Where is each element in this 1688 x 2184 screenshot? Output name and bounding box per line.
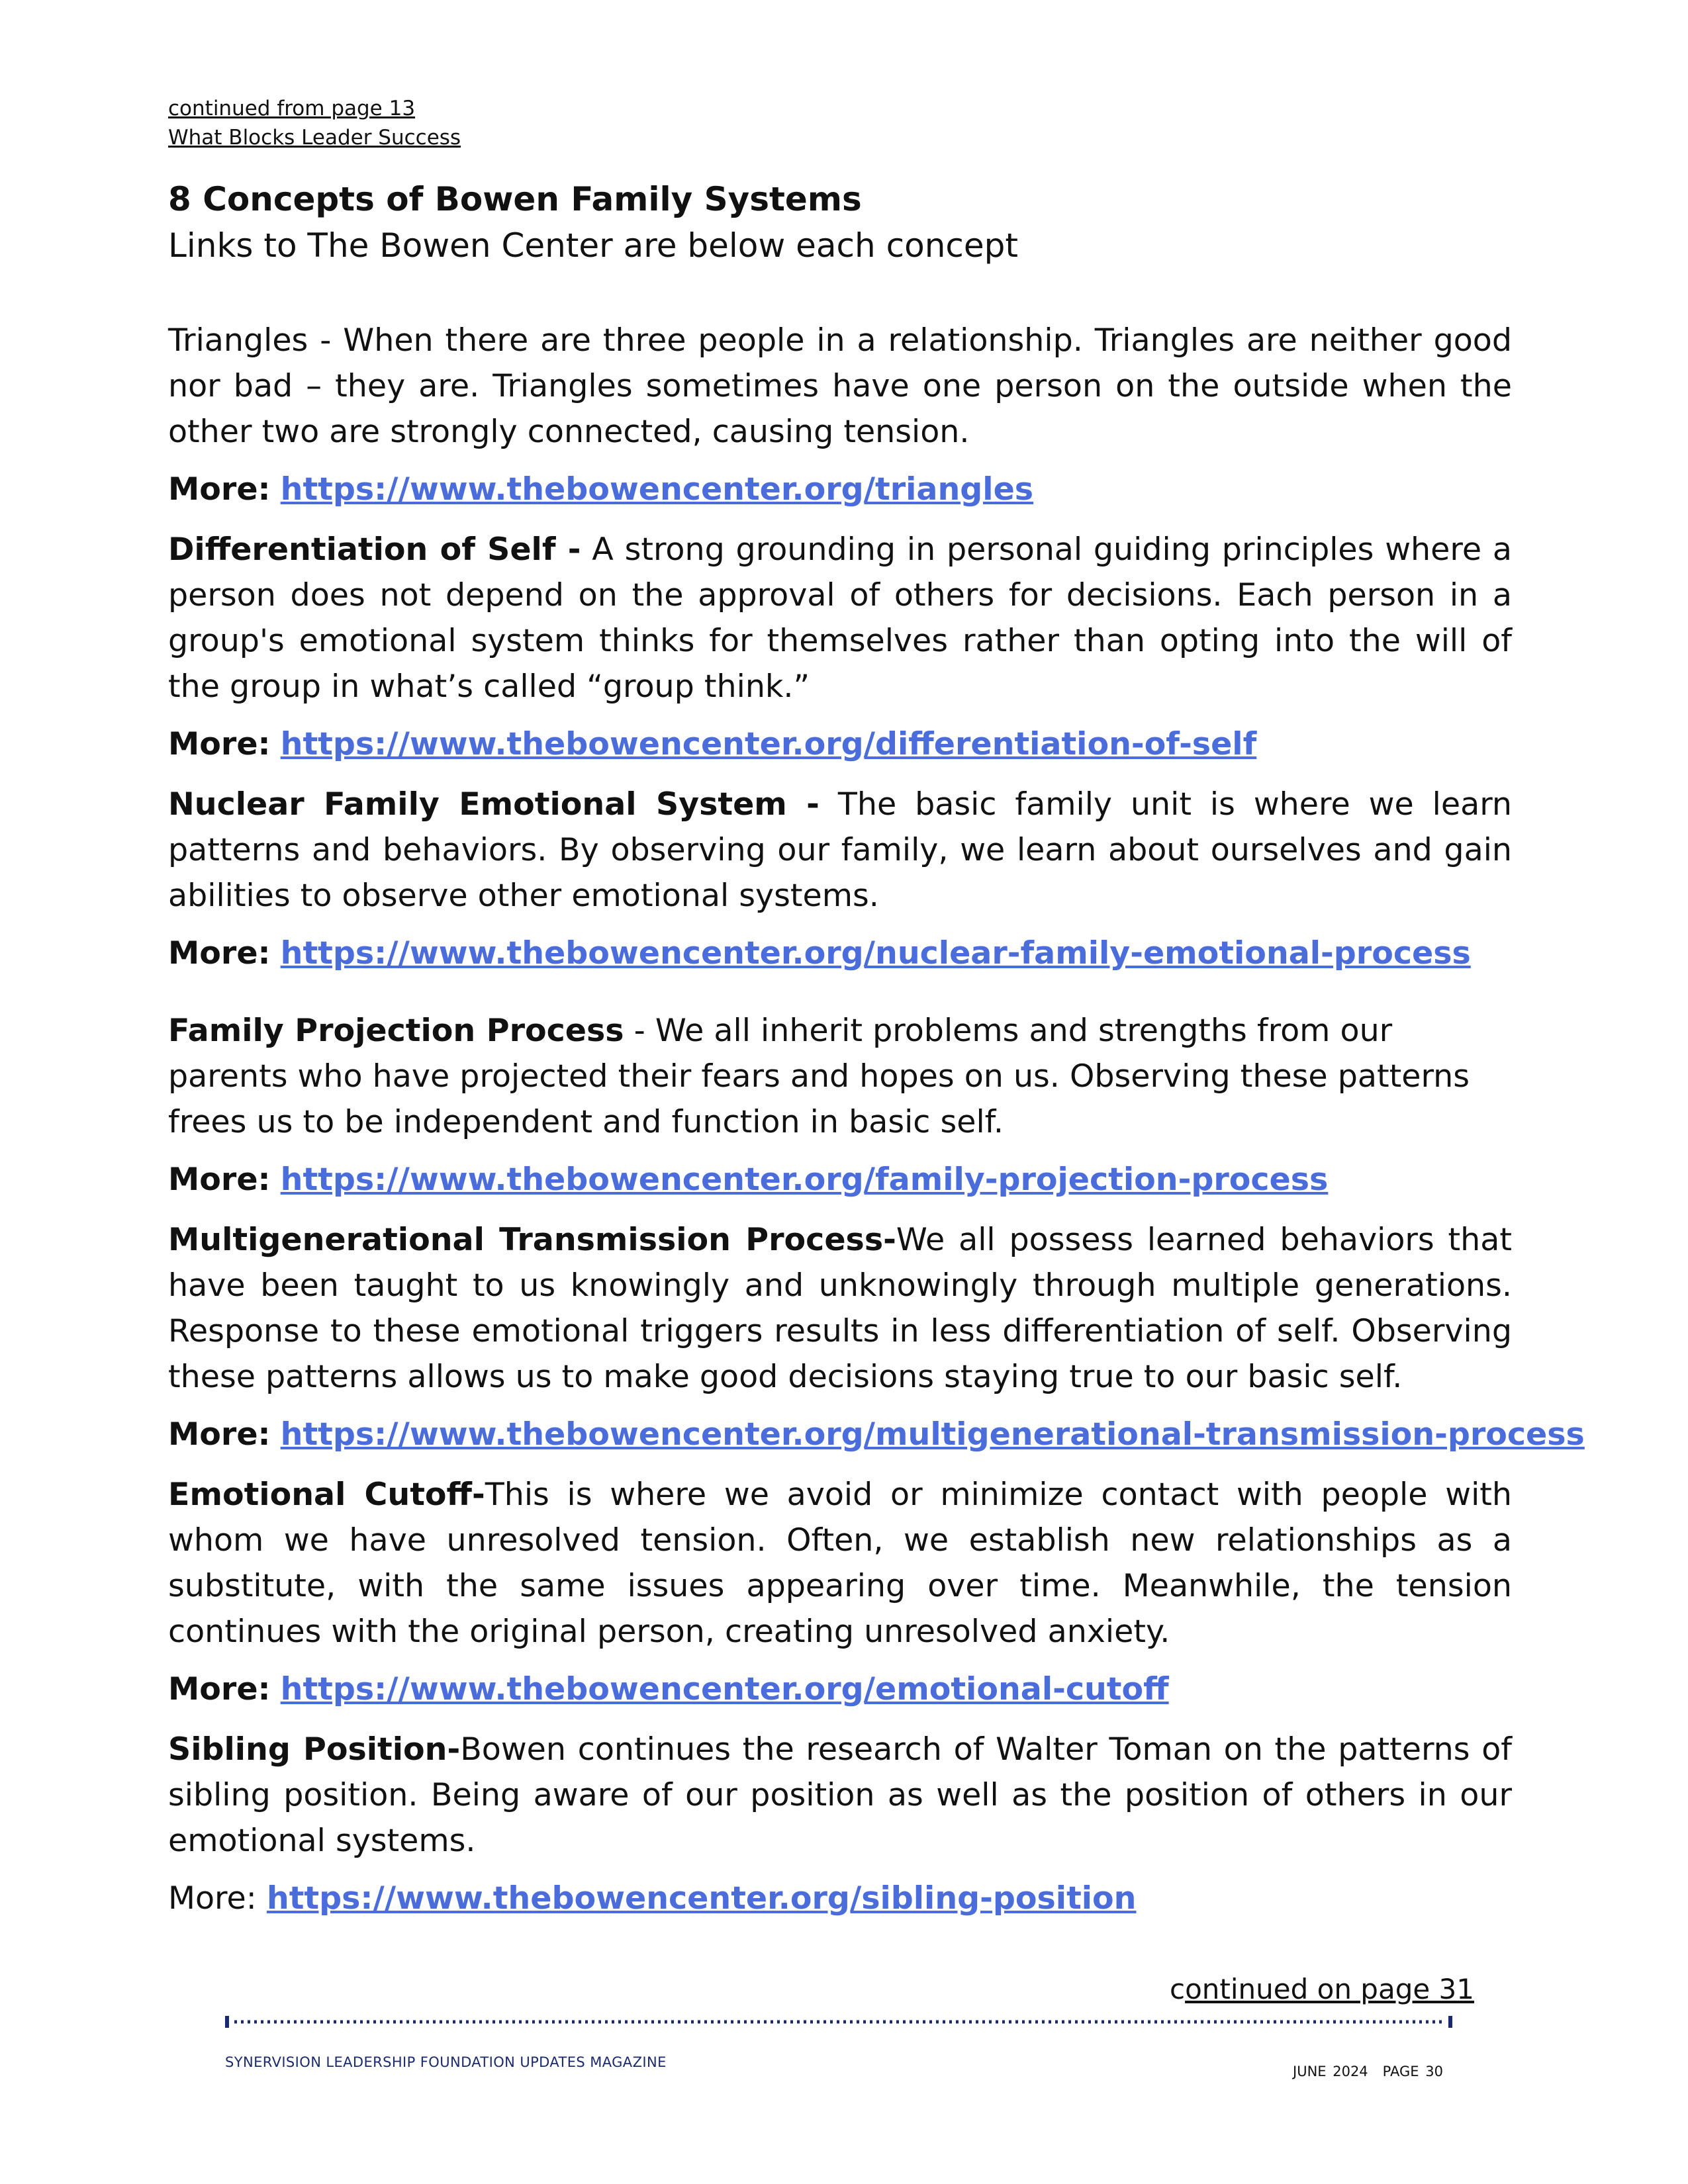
more-label: More:: [168, 726, 271, 762]
more-label: More:: [168, 471, 271, 508]
more-label: More:: [168, 1880, 257, 1917]
concept-text: Bowen continues the research of Walter Toman on the patterns of sibling position. Being aware of our position as well as the position of others in our emotional systems.: [168, 1731, 1512, 1859]
more-label: More:: [168, 935, 271, 972]
concept-link[interactable]: https://www.thebowencenter.org/multigenerational-transmission-process: [280, 1416, 1585, 1453]
continued-from-link[interactable]: continued from page 13: [168, 97, 416, 120]
concept-text: This is where we avoid or minimize contact with people with whom we have unresolved tension. Often, we establish new relationships as a substitute, with the same issues appearing over time. Meanwhile, the tension continues with the original person, creating unresolved anxiety.: [168, 1477, 1512, 1650]
concept-link[interactable]: https://www.thebowencenter.org/nuclear-family-emotional-process: [280, 935, 1471, 972]
footer-magazine-name: SYNERVISION LEADERSHIP FOUNDATION UPDATES MAGAZINE: [225, 2054, 667, 2070]
continued-on-first-letter: c: [1170, 1973, 1186, 2005]
more-label: More:: [168, 1416, 271, 1453]
section-title: 8 Concepts of Bowen Family Systems: [168, 180, 862, 218]
continued-on-note[interactable]: [1170, 1971, 1474, 2008]
more-line: [168, 1157, 1512, 1203]
concept-term: Emotional Cutoff-: [168, 1477, 485, 1513]
more-line: [168, 467, 1512, 512]
concept-link[interactable]: https://www.thebowencenter.org/sibling-position: [266, 1880, 1137, 1917]
continuation-note: [168, 94, 461, 152]
footer-page-number: PAGE 30: [1382, 2064, 1443, 2079]
paragraph-spacer: [168, 991, 1512, 1008]
more-line: [168, 1666, 1512, 1712]
concept-paragraph: [168, 1472, 1512, 1655]
more-line: [168, 1412, 1585, 1457]
concept-term: Sibling Position-: [168, 1731, 461, 1768]
concept-text: We all possess learned behaviors that have been taught to us knowingly and unknowingly through multiple generations. Response to these emotional triggers results in less differentiation of self. Observing these patterns allows us to make good decisions staying true to our basic self.: [168, 1222, 1513, 1395]
concept-link[interactable]: https://www.thebowencenter.org/emotional-cutoff: [280, 1671, 1169, 1707]
concept-paragraph: [168, 1217, 1512, 1400]
concepts-list: [168, 318, 1585, 1936]
concept-link[interactable]: https://www.thebowencenter.org/family-projection-process: [280, 1161, 1329, 1198]
concept-link[interactable]: https://www.thebowencenter.org/differentiation-of-self: [280, 726, 1257, 762]
concept-text: Triangles - When there are three people in a relationship. Triangles are neither good nor bad – they are. Triangles sometimes have one person on the outside when the other two are strongly connected, causing tension.: [168, 322, 1512, 450]
section-subtitle: Links to The Bowen Center are below each concept: [168, 226, 1018, 265]
concept-text: - We all inherit problems and strengths from our parents who have projected their fears and hopes on us. Observing these patterns frees us to be independent and function in basic self.: [168, 1013, 1470, 1140]
dotted-divider: [225, 2015, 1452, 2029]
concept-paragraph: [168, 318, 1512, 455]
concept-term: Multigenerational Transmission Process-: [168, 1222, 896, 1258]
more-label: More:: [168, 1161, 271, 1198]
concept-term: Nuclear Family Emotional System -: [168, 786, 820, 823]
concept-paragraph: [168, 1727, 1512, 1864]
more-line: [168, 931, 1512, 976]
article-title-link[interactable]: What Blocks Leader Success: [168, 126, 461, 150]
concept-term: Differentiation of Self -: [168, 531, 581, 568]
continued-on-link[interactable]: ontinued on page 31: [1185, 1973, 1474, 2005]
concept-text: The basic family unit is where we learn patterns and behaviors. By observing our family, we learn about ourselves and gain abilities to observe other emotional systems.: [168, 786, 1512, 914]
concept-paragraph: [168, 1008, 1512, 1145]
concept-link[interactable]: https://www.thebowencenter.org/triangles: [280, 471, 1034, 508]
concept-text: A strong grounding in personal guiding principles where a person does not depend on the approval of others for decisions. Each person in a group's emotional system thinks for themselves rather than opting into the will of the group in what’s called “group think.”: [168, 531, 1512, 705]
more-line: [168, 1876, 1512, 1921]
footer-date: JUNE 2024: [1293, 2064, 1368, 2079]
more-label: More:: [168, 1671, 271, 1707]
more-line: [168, 721, 1512, 767]
section-heading: [168, 176, 1512, 269]
concept-paragraph: [168, 782, 1512, 919]
concept-term: Family Projection Process: [168, 1013, 624, 1049]
concept-paragraph: [168, 527, 1512, 709]
footer-date-page: [1293, 2064, 1443, 2079]
